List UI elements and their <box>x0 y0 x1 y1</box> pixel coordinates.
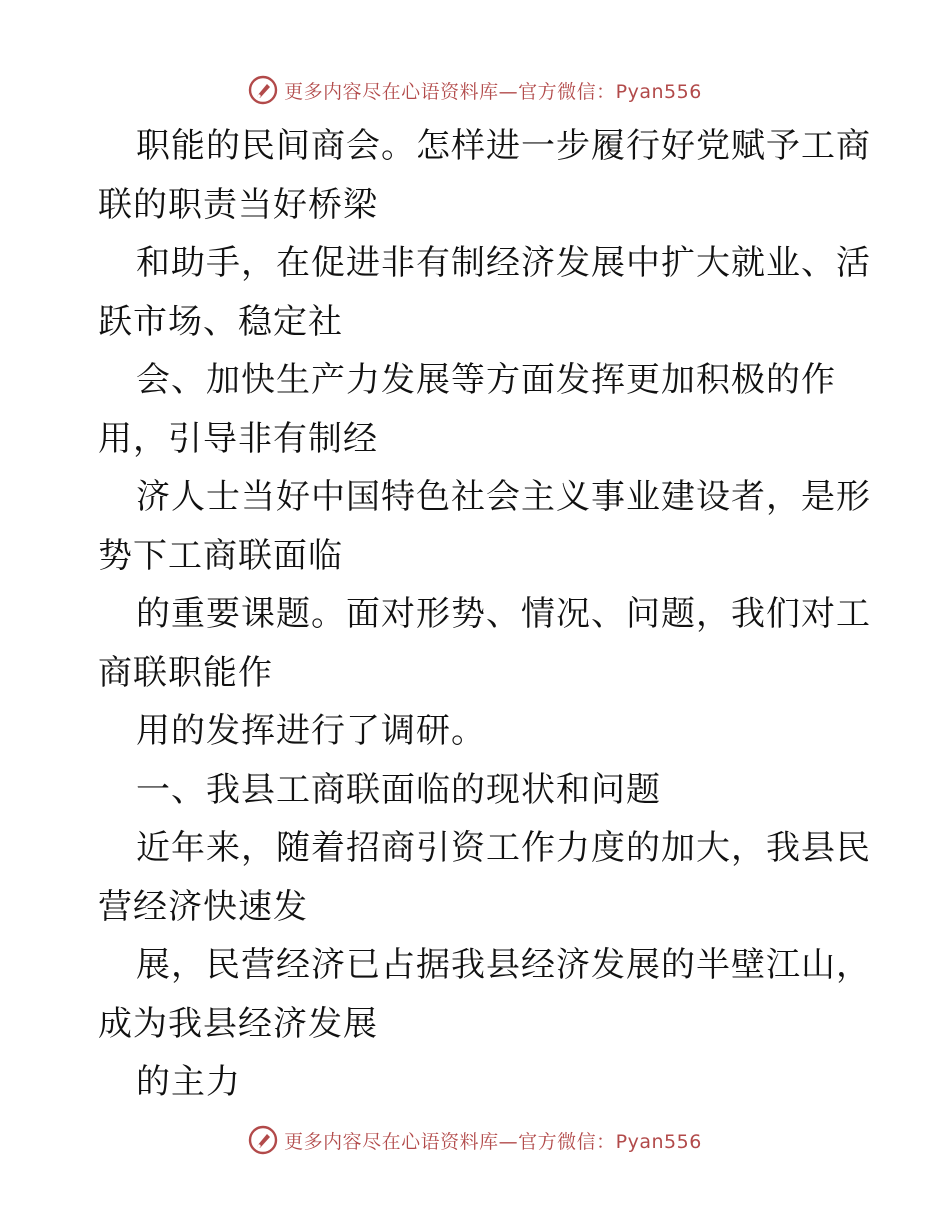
text-line: 用，引导非有制经 <box>98 418 378 459</box>
text-line: 成为我县经济发展 <box>98 1003 378 1044</box>
pen-nib-logo-icon <box>248 75 278 105</box>
text-line: 跃市场、稳定社 <box>98 301 343 342</box>
header-watermark-text: 更多内容尽在心语资料库—官方微信：Pyan556 <box>284 80 702 103</box>
text-line: 商联职能作 <box>98 652 273 693</box>
document-body <box>98 117 871 1112</box>
text-line: 会、加快生产力发展等方面发挥更加积极的作 <box>136 360 836 400</box>
text-line: 展，民营经济已占据我县经济发展的半壁江山， <box>136 945 871 985</box>
text-line: 用的发挥进行了调研。 <box>136 711 486 751</box>
text-line: 势下工商联面临 <box>98 535 343 576</box>
section-heading: 一、我县工商联面临的现状和问题 <box>136 769 661 810</box>
footer-watermark-text: 更多内容尽在心语资料库—官方微信：Pyan556 <box>284 1130 702 1153</box>
header-watermark <box>0 70 950 110</box>
text-line: 职能的民间商会。怎样进一步履行好党赋予工商 <box>136 126 871 166</box>
text-line: 近年来，随着招商引资工作力度的加大，我县民 <box>136 828 871 868</box>
text-line: 营经济快速发 <box>98 886 308 927</box>
text-line: 济人士当好中国特色社会主义事业建设者，是形 <box>136 477 871 517</box>
text-line: 联的职责当好桥梁 <box>98 184 378 225</box>
text-line: 和助手，在促进非有制经济发展中扩大就业、活 <box>136 243 871 283</box>
pen-nib-logo-icon <box>248 1125 278 1155</box>
text-line: 的主力 <box>136 1062 241 1102</box>
text-line: 的重要课题。面对形势、情况、问题，我们对工 <box>136 594 871 634</box>
footer-watermark <box>0 1120 950 1160</box>
